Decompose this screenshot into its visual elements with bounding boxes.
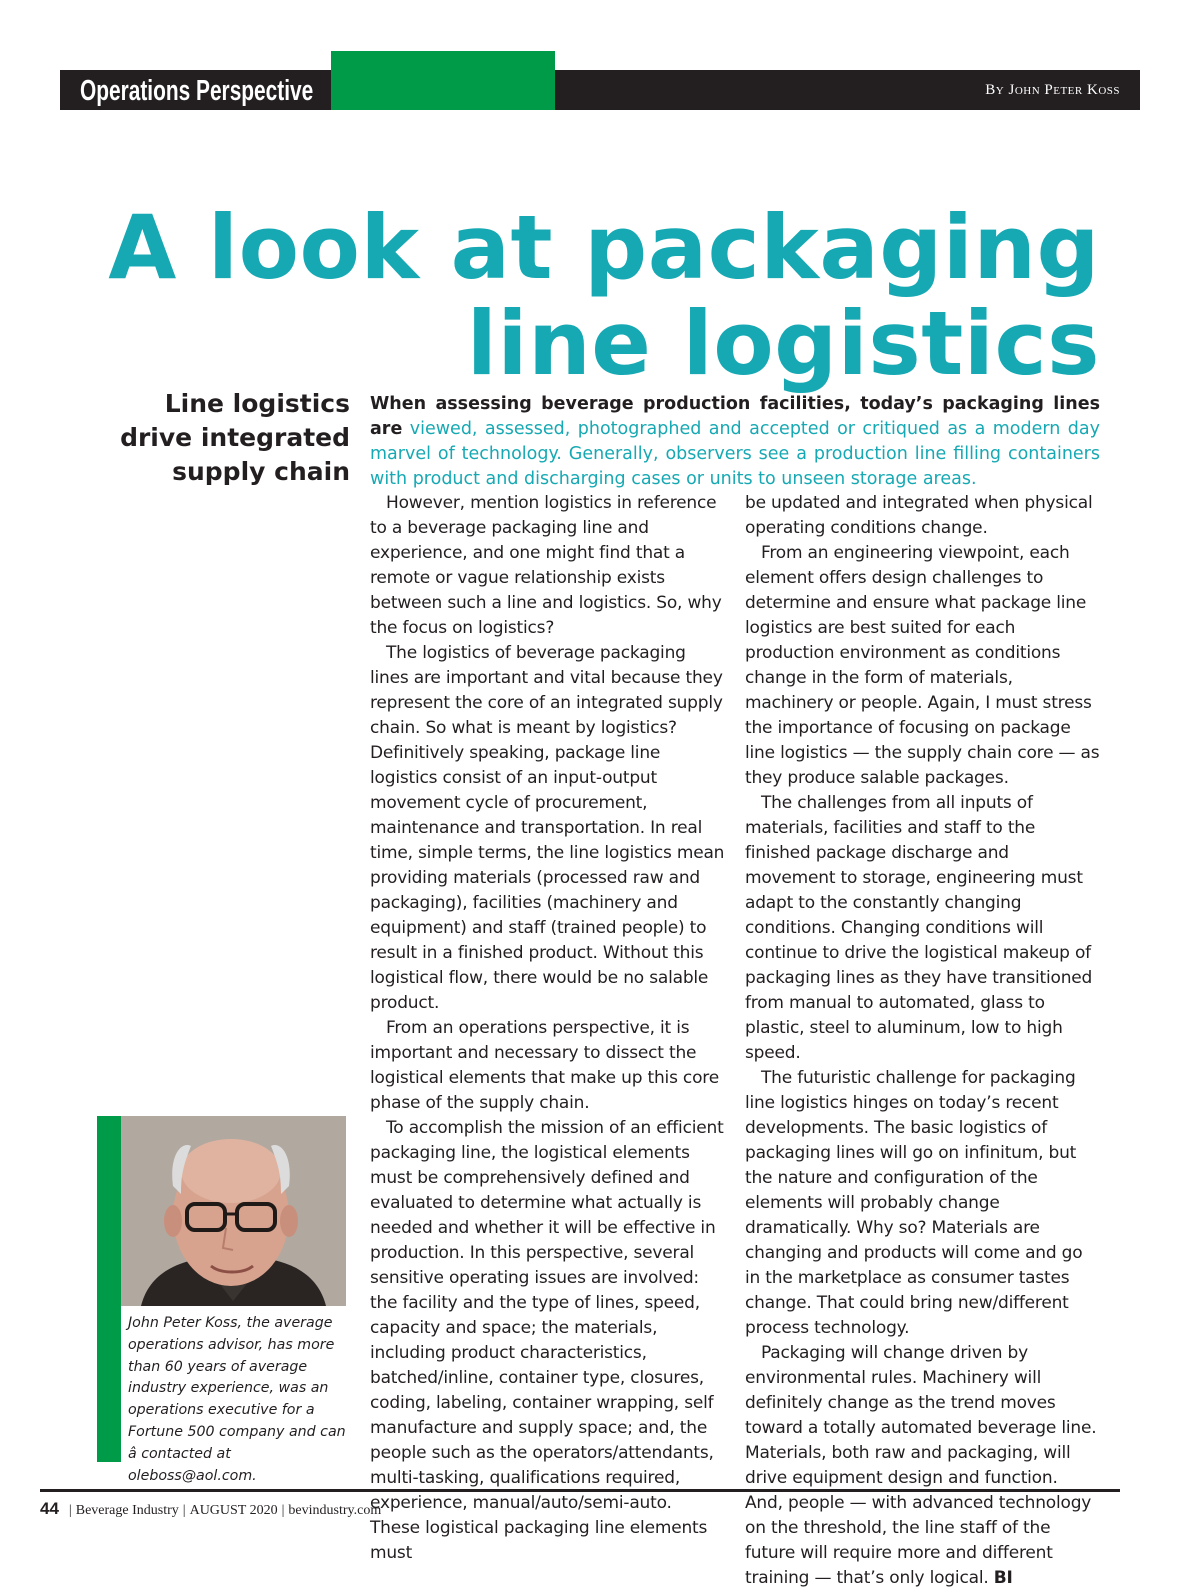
end-mark: BI (993, 1568, 1013, 1588)
author-caption: John Peter Koss, the average operations advisor, has more than 60 years of average industry experience, was an operations executive for a Fortune 500 company and can â contacted at oleboss@aol.com. (128, 1315, 346, 1484)
final-paragraph-text: Packaging will change driven by environmental rules. Machinery will definitely change as the trend moves toward a totally automated beverage line. Materials, both raw and packaging, will drive equipment design and function. And, people — with advanced technology on the threshold, the line staff of the future will require more and different training — that’s only logical. (745, 1343, 1097, 1588)
body-paragraph: To accomplish the mission of an efficient packaging line, the logistical elements must be comprehensively defined and evaluated to determine what actually is needed and whether it will be effective in production. In this perspective, several sensitive operating issues are involved: the facility and the type of lines, speed, capacity and space; the materials, including product characteristics, batched/inline, container type, closures, coding, labeling, container wrapping, self manufacture and supply space; and, the people such as the operators/attendants, multi-tasking, qualifications required, experience, manual/auto/semi-auto. These logistical packaging line elements must (370, 1118, 724, 1563)
footer-separator: | (281, 1503, 285, 1518)
deck-line-2: drive integrated (120, 423, 350, 452)
body-column-1 (370, 491, 725, 1566)
body-paragraph: However, mention logistics in reference to a beverage packaging line and experience, and one might find that a remote or vague relationship exists between such a line and logistics. So, why the focus on logistics? (370, 493, 722, 638)
body-paragraph: The futuristic challenge for packaging line logistics hinges on today’s recent developments. The basic logistics of packaging lines will go on infinitum, but the nature and configuration of the elements will probably change dramatically. Why so? Materials are changing and products will come and go in the marketplace as consumer tastes change. That could bring new/different process technology. (745, 1068, 1083, 1338)
body-paragraph: From an operations perspective, it is important and necessary to dissect the logistical elements that make up this core phase of the supply chain. (370, 1018, 719, 1113)
deck-line-3: supply chain (172, 457, 350, 486)
body-paragraph-continued: be updated and integrated when physical operating conditions change. (745, 493, 1093, 538)
headline-line-1: A look at packaging (108, 196, 1100, 299)
publication-name: Beverage Industry (75, 1503, 179, 1518)
website-link[interactable]: bevindustry.com (288, 1503, 382, 1518)
author-portrait-illustration (121, 1116, 346, 1306)
intro-paragraph (370, 392, 1100, 492)
author-photo (121, 1116, 346, 1306)
footer (40, 1498, 381, 1520)
page-number: 44 (40, 1499, 59, 1518)
deck-line-1: Line logistics (164, 389, 350, 418)
section-title: Operations Perspective (80, 75, 314, 107)
body-paragraph-last (745, 1341, 1100, 1591)
issue-date: AUGUST 2020 (189, 1503, 278, 1518)
body-paragraph: The challenges from all inputs of materials, facilities and staff to the finished package discharge and movement to storage, engineering must adapt to the constantly changing conditions. Changing conditions will continue to drive the logistical makeup of packaging lines as they have transitioned from manual to automated, glass to plastic, steel to aluminum, low to high speed. (745, 793, 1093, 1063)
footer-separator: | (182, 1503, 186, 1518)
headline (100, 196, 1100, 395)
body-column-2 (745, 491, 1100, 1591)
headline-line-2: line logistics (466, 292, 1100, 395)
intro-lead: When assessing beverage production facilities, today’s packaging lines are (370, 394, 1100, 439)
author-box-accent-bar (97, 1116, 121, 1462)
byline: By John Peter Koss (985, 82, 1120, 98)
deck (60, 387, 350, 489)
footer-separator: | (68, 1503, 72, 1518)
header-accent-block (331, 51, 555, 110)
intro-rest: viewed, assessed, photographed and accepted or critiqued as a modern day marvel of technology. Generally, observers see a production line filling containers with product and discharging cases or units to unseen storage areas. (370, 419, 1100, 489)
body-paragraph: The logistics of beverage packaging lines are important and vital because they represent the core of an integrated supply chain. So what is meant by logistics? Definitively speaking, package line logistics consist of an input-output movement cycle of procurement, maintenance and transportation. In real time, simple terms, the line logistics mean providing materials (processed raw and packaging), facilities (machinery and equipment) and staff (trained people) to result in a finished product. Without this logistical flow, there would be no salable product. (370, 643, 725, 1013)
body-paragraph: From an engineering viewpoint, each element offers design challenges to determine and ensure what package line logistics are best suited for each production environment as conditions change in the form of materials, machinery or people. Again, I must stress the importance of focusing on package line logistics — the supply chain core — as they produce salable packages. (745, 543, 1100, 788)
footer-rule (40, 1489, 1120, 1492)
